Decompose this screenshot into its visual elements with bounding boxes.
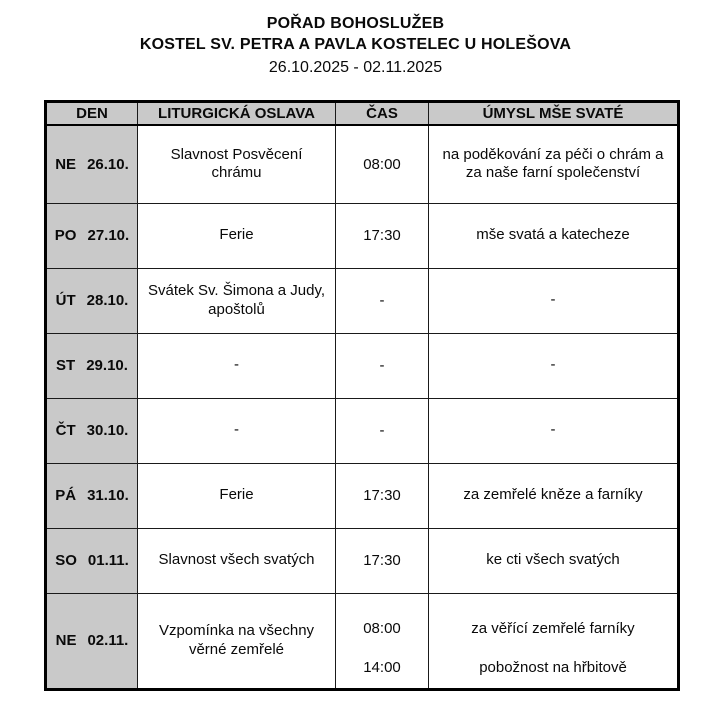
intention-text: - — [550, 291, 556, 309]
day-date: 31.10. — [87, 487, 129, 504]
celebration-text: Slavnost všech svatých — [158, 551, 315, 569]
table-row — [46, 593, 679, 689]
table-header-row — [46, 102, 679, 126]
day-cell — [46, 333, 138, 398]
day-date: 28.10. — [86, 292, 129, 309]
intention-entry-1: za věřící zemřelé farníky — [471, 619, 635, 637]
day-abbr: PÁ — [55, 487, 77, 504]
celebration-cell — [138, 528, 336, 593]
day-abbr: ČT — [55, 422, 76, 439]
time-cell — [336, 593, 429, 689]
day-date: 30.10. — [86, 422, 129, 439]
intention-entry-2: pobožnost na hřbitově — [479, 658, 627, 676]
intention-cell — [429, 333, 679, 398]
intention-text: - — [550, 421, 556, 439]
time-cell: 17:30 — [336, 203, 429, 268]
time-cell: - — [336, 398, 429, 463]
intention-text: na poděkování za péči o chrám a za naše farní společenství — [442, 145, 664, 182]
time-cell: 17:30 — [336, 528, 429, 593]
intention-cell — [429, 528, 679, 593]
table-row — [46, 125, 679, 203]
time-cell: - — [336, 268, 429, 333]
celebration-text: Vzpomínka na všechny věrné zemřelé — [158, 621, 315, 658]
intention-text: mše svatá a katecheze — [476, 226, 630, 244]
table-row — [46, 203, 679, 268]
celebration-cell — [138, 333, 336, 398]
day-cell — [46, 125, 138, 203]
schedule-table — [44, 100, 680, 691]
date-range: 26.10.2025 - 02.11.2025 — [268, 58, 443, 76]
table-row — [46, 528, 679, 593]
table-row — [46, 463, 679, 528]
intention-cell — [429, 125, 679, 203]
table-row — [46, 268, 679, 333]
day-date: 01.11. — [87, 552, 129, 569]
header-cell-liturgical-celebration: LITURGICKÁ OSLAVA — [138, 102, 336, 126]
day-cell — [46, 398, 138, 463]
header-cell-time: ČAS — [336, 102, 429, 126]
celebration-cell — [138, 593, 336, 689]
day-abbr: PO — [54, 227, 77, 244]
intention-text: - — [550, 356, 556, 374]
celebration-cell — [138, 463, 336, 528]
intention-cell — [429, 268, 679, 333]
day-abbr: ÚT — [55, 292, 76, 309]
intention-cell — [429, 463, 679, 528]
header-cell-mass-intention: ÚMYSL MŠE SVATÉ — [429, 102, 679, 126]
day-cell — [46, 593, 138, 689]
page-title: POŘAD BOHOSLUŽEB — [266, 15, 445, 32]
day-date: 27.10. — [87, 227, 130, 244]
table-row — [46, 398, 679, 463]
day-abbr: NE — [55, 155, 77, 173]
day-cell — [46, 268, 138, 333]
celebration-cell — [138, 203, 336, 268]
table-row — [46, 333, 679, 398]
celebration-text: Ferie — [219, 226, 254, 244]
day-cell — [46, 203, 138, 268]
time-cell: 17:30 — [336, 463, 429, 528]
intention-text: ke cti všech svatých — [486, 551, 620, 569]
celebration-text: Ferie — [219, 486, 254, 504]
day-cell — [46, 528, 138, 593]
intention-cell — [429, 593, 679, 689]
time-cell: - — [336, 333, 429, 398]
document-header — [0, 14, 711, 78]
day-cell — [46, 463, 138, 528]
celebration-cell — [138, 398, 336, 463]
time-cell: 08:00 — [336, 125, 429, 203]
celebration-text: Slavnost Posvěcení chrámu — [170, 145, 303, 182]
celebration-cell — [138, 125, 336, 203]
celebration-text: - — [234, 356, 239, 374]
time-entry-1: 08:00 — [363, 619, 401, 637]
day-date: 02.11. — [87, 632, 129, 649]
celebration-text: Svátek Sv. Šimona a Judy, apoštolů — [147, 281, 326, 318]
time-entry-2: 14:00 — [363, 658, 401, 676]
intention-cell — [429, 398, 679, 463]
intention-cell — [429, 203, 679, 268]
church-name: KOSTEL SV. PETRA A PAVLA KOSTELEC U HOLEŠOVA — [139, 35, 572, 53]
day-abbr: SO — [55, 552, 77, 569]
day-abbr: NE — [55, 632, 77, 649]
day-date: 26.10. — [87, 155, 129, 173]
intention-text: za zemřelé kněze a farníky — [463, 486, 643, 504]
header-cell-den: DEN — [46, 102, 138, 126]
day-abbr: ST — [56, 357, 76, 374]
day-date: 29.10. — [86, 357, 128, 374]
celebration-cell — [138, 268, 336, 333]
celebration-text: - — [234, 421, 239, 439]
